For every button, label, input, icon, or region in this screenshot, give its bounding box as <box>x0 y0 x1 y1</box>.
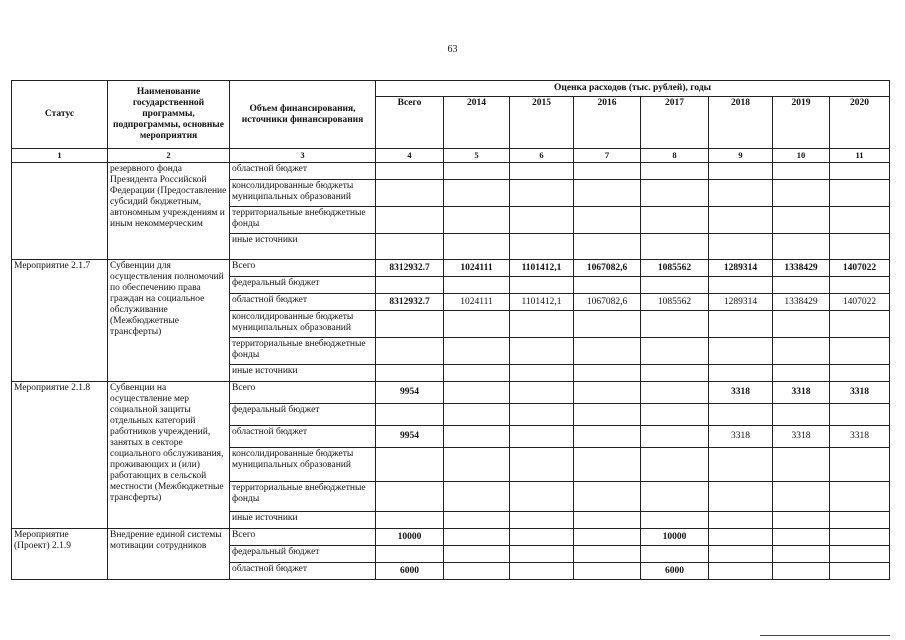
page-number: 63 <box>447 44 458 55</box>
status-cell <box>12 163 108 260</box>
header-name: Наименование государственной программы, подпрограммы, основные мероприятия <box>108 81 230 149</box>
value-cell <box>574 426 641 448</box>
source-cell: областной бюджет <box>230 563 376 580</box>
header-year-2018: 2018 <box>709 97 773 149</box>
name-cell: Субвенции для осуществления полномочий по обеспечению права граждан на социальное обслуживание (Межбюджетные трансферты) <box>108 260 230 382</box>
value-cell <box>444 426 510 448</box>
source-cell: территориальные внебюджетные фонды <box>230 207 376 234</box>
header-year-2017: 2017 <box>641 97 709 149</box>
header-year-2019: 2019 <box>773 97 830 149</box>
budget-table <box>11 80 890 580</box>
value-cell <box>830 563 890 580</box>
value-cell: 1407022 <box>830 260 890 277</box>
value-cell: 3318 <box>709 426 773 448</box>
status-cell: Мероприятие 2.1.8 <box>12 382 108 529</box>
index-cell: 6 <box>510 149 574 163</box>
source-cell: консолидированные бюджеты муниципальных образований <box>230 448 376 482</box>
source-cell: Всего <box>230 529 376 546</box>
name-cell: резервного фонда Президента Российской Федерации (Предоставление субсидий бюджетным, автономным учреждениям и иным некоммерческим <box>108 163 230 260</box>
header-year-2016: 2016 <box>574 97 641 149</box>
index-cell: 1 <box>12 149 108 163</box>
table-row <box>12 163 890 180</box>
value-cell <box>773 529 830 546</box>
source-cell: иные источники <box>230 234 376 260</box>
value-cell: 1024111 <box>444 294 510 311</box>
value-cell: 1101412,1 <box>510 294 574 311</box>
value-cell: 1338429 <box>773 294 830 311</box>
value-cell: 8312932.7 <box>376 294 444 311</box>
value-cell: 10000 <box>376 529 444 546</box>
index-cell: 9 <box>709 149 773 163</box>
status-cell: Мероприятие (Проект) 2.1.9 <box>12 529 108 580</box>
value-cell: 3318 <box>773 426 830 448</box>
value-cell <box>641 382 709 404</box>
source-cell: консолидированные бюджеты муниципальных образований <box>230 180 376 207</box>
source-cell: Всего <box>230 382 376 404</box>
value-cell: 1289314 <box>709 294 773 311</box>
index-row <box>12 149 890 163</box>
value-cell <box>773 563 830 580</box>
name-cell: Внедрение единой системы мотивации сотрудников <box>108 529 230 580</box>
index-cell: 11 <box>830 149 890 163</box>
status-cell: Мероприятие 2.1.7 <box>12 260 108 382</box>
index-cell: 5 <box>444 149 510 163</box>
header-status: Статус <box>12 81 108 149</box>
value-cell: 8312932.7 <box>376 260 444 277</box>
value-cell: 1407022 <box>830 294 890 311</box>
source-cell: федеральный бюджет <box>230 546 376 563</box>
value-cell <box>830 529 890 546</box>
header-year-2020: 2020 <box>830 97 890 149</box>
value-cell <box>444 529 510 546</box>
source-cell: иные источники <box>230 365 376 382</box>
value-cell: 1289314 <box>709 260 773 277</box>
value-cell: 3318 <box>773 382 830 404</box>
source-cell: консолидированные бюджеты муниципальных образований <box>230 311 376 338</box>
value-cell <box>709 563 773 580</box>
value-cell: 1067082,6 <box>574 260 641 277</box>
table-row <box>12 382 890 404</box>
value-cell: 1067082,6 <box>574 294 641 311</box>
table-row <box>12 260 890 277</box>
source-cell: федеральный бюджет <box>230 277 376 294</box>
index-cell: 2 <box>108 149 230 163</box>
value-cell <box>510 382 574 404</box>
value-cell <box>709 529 773 546</box>
source-cell: территориальные внебюджетные фонды <box>230 482 376 512</box>
bottom-rule <box>760 635 890 636</box>
header-year-2015: 2015 <box>510 97 574 149</box>
value-cell <box>641 426 709 448</box>
value-cell: 1101412,1 <box>510 260 574 277</box>
value-cell: 3318 <box>709 382 773 404</box>
value-cell <box>444 382 510 404</box>
header-year-2014: 2014 <box>444 97 510 149</box>
source-cell: федеральный бюджет <box>230 404 376 426</box>
value-cell: 1338429 <box>773 260 830 277</box>
index-cell: 7 <box>574 149 641 163</box>
value-cell: 9954 <box>376 426 444 448</box>
header-year-total: Всего <box>376 97 444 149</box>
source-cell: областной бюджет <box>230 426 376 448</box>
index-cell: 4 <box>376 149 444 163</box>
value-cell: 1085562 <box>641 294 709 311</box>
value-cell <box>574 382 641 404</box>
value-cell: 9954 <box>376 382 444 404</box>
value-cell: 6000 <box>376 563 444 580</box>
header-costs: Оценка расходов (тыс. рублей), годы <box>376 81 890 97</box>
index-cell: 3 <box>230 149 376 163</box>
source-cell: областной бюджет <box>230 294 376 311</box>
source-cell: областной бюджет <box>230 163 376 180</box>
source-cell: Всего <box>230 260 376 277</box>
value-cell <box>510 563 574 580</box>
value-cell <box>444 563 510 580</box>
value-cell: 3318 <box>830 426 890 448</box>
value-cell <box>574 529 641 546</box>
header-row-1 <box>12 81 890 97</box>
header-source: Объем финансирования, источники финансирования <box>230 81 376 149</box>
source-cell: иные источники <box>230 512 376 529</box>
index-cell: 10 <box>773 149 830 163</box>
value-cell <box>510 426 574 448</box>
table-row <box>12 529 890 546</box>
value-cell: 1085562 <box>641 260 709 277</box>
name-cell: Субвенции на осуществление мер социальной защиты отдельных категорий работников учреждений, занятых в секторе социального обслуживания, проживающих и (или) работающих в сельской местности (Межбюджетные трансферты) <box>108 382 230 529</box>
value-cell <box>510 529 574 546</box>
value-cell: 3318 <box>830 382 890 404</box>
value-cell: 10000 <box>641 529 709 546</box>
value-cell: 6000 <box>641 563 709 580</box>
value-cell <box>574 563 641 580</box>
source-cell: территориальные внебюджетные фонды <box>230 338 376 365</box>
index-cell: 8 <box>641 149 709 163</box>
value-cell: 1024111 <box>444 260 510 277</box>
